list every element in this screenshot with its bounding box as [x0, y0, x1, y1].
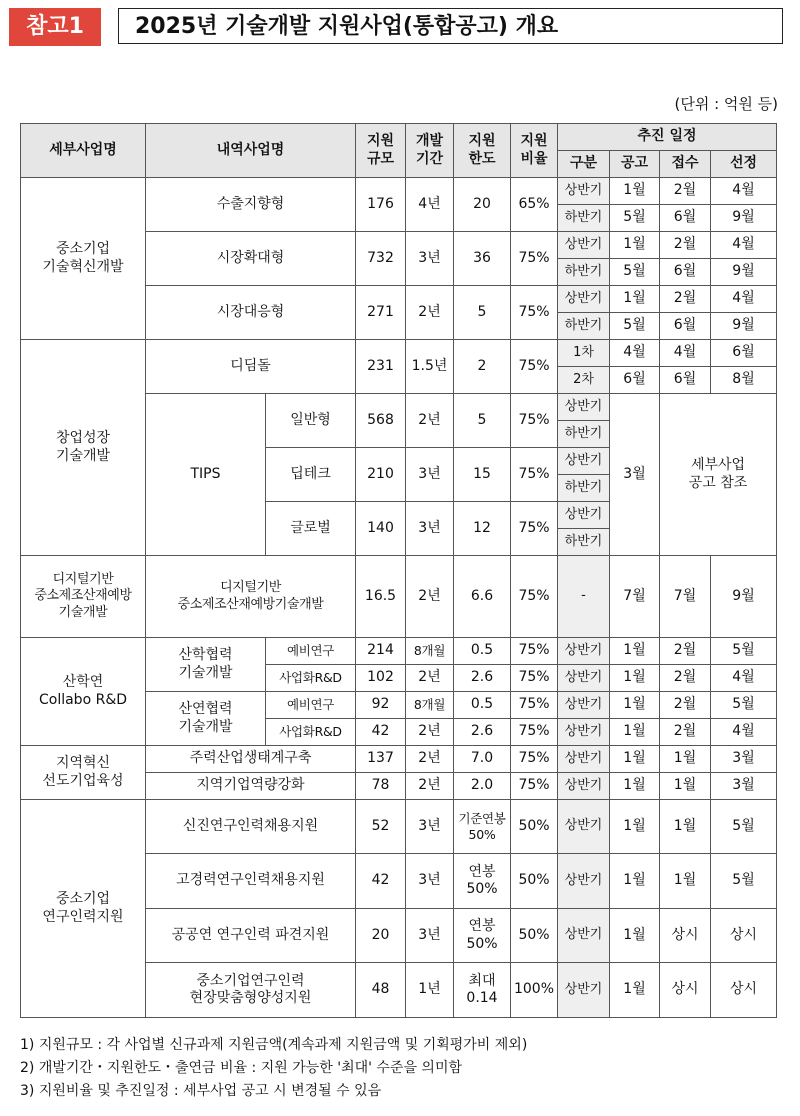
col-schedule: 추진 일정 — [558, 124, 777, 151]
period-cell: 3년 — [406, 502, 454, 556]
phase-cell: 하반기 — [558, 529, 610, 556]
select-cell: 9월 — [711, 313, 777, 340]
phase-cell: - — [558, 556, 610, 638]
col-limit: 지원 한도 — [454, 124, 511, 178]
sub-name: 산연협력 기술개발 — [146, 692, 266, 746]
phase-cell: 상반기 — [558, 909, 610, 963]
receive-cell: 6월 — [660, 313, 711, 340]
period-cell: 3년 — [406, 909, 454, 963]
period-cell: 2년 — [406, 286, 454, 340]
group-name: 중소기업 연구인력지원 — [21, 800, 146, 1018]
select-cell: 5월 — [711, 800, 777, 854]
sub-type: 예비연구 — [266, 692, 356, 719]
limit-cell: 7.0 — [454, 746, 511, 773]
phase-cell: 상반기 — [558, 286, 610, 313]
tips-name: TIPS — [146, 394, 266, 556]
limit-cell: 2.0 — [454, 773, 511, 800]
period-cell: 2년 — [406, 556, 454, 638]
receive-cell: 7월 — [660, 556, 711, 638]
scale-cell: 140 — [356, 502, 406, 556]
receive-cell: 2월 — [660, 286, 711, 313]
select-cell: 4월 — [711, 232, 777, 259]
phase-cell: 상반기 — [558, 800, 610, 854]
receive-cell: 4월 — [660, 340, 711, 367]
scale-cell: 210 — [356, 448, 406, 502]
ratio-cell: 75% — [511, 232, 558, 286]
receive-cell: 2월 — [660, 638, 711, 665]
sub-name: 공공연 연구인력 파견지원 — [146, 909, 356, 963]
footnotes — [20, 1034, 527, 1103]
sub-name: 신진연구인력채용지원 — [146, 800, 356, 854]
select-cell: 9월 — [711, 259, 777, 286]
program-table — [20, 123, 777, 1018]
phase-cell: 하반기 — [558, 421, 610, 448]
scale-cell: 732 — [356, 232, 406, 286]
sub-name: 산학협력 기술개발 — [146, 638, 266, 692]
limit-cell: 2.6 — [454, 719, 511, 746]
phase-cell: 상반기 — [558, 746, 610, 773]
phase-cell: 상반기 — [558, 665, 610, 692]
col-receive: 접수 — [660, 151, 711, 178]
ratio-cell: 75% — [511, 286, 558, 340]
limit-cell: 15 — [454, 448, 511, 502]
phase-cell: 상반기 — [558, 719, 610, 746]
header-row — [21, 124, 777, 151]
limit-cell: 0.5 — [454, 638, 511, 665]
sub-name: 지역기업역량강화 — [146, 773, 356, 800]
sub-name: 수출지향형 — [146, 178, 356, 232]
footnote: 2) 개발기간・지원한도・출연금 비율 : 지원 가능한 '최대' 수준을 의미함 — [20, 1060, 463, 1076]
ratio-cell: 65% — [511, 178, 558, 232]
scale-cell: 92 — [356, 692, 406, 719]
table-row — [21, 340, 777, 367]
phase-cell: 1차 — [558, 340, 610, 367]
table-row — [21, 178, 777, 205]
announce-cell: 4월 — [610, 340, 660, 367]
receive-cell: 2월 — [660, 719, 711, 746]
scale-cell: 271 — [356, 286, 406, 340]
phase-cell: 상반기 — [558, 178, 610, 205]
limit-cell: 5 — [454, 286, 511, 340]
announce-cell: 1월 — [610, 178, 660, 205]
scale-cell: 137 — [356, 746, 406, 773]
receive-cell: 1월 — [660, 854, 711, 909]
select-cell: 상시 — [711, 963, 777, 1018]
ratio-cell: 50% — [511, 909, 558, 963]
col-scale: 지원 규모 — [356, 124, 406, 178]
select-cell: 상시 — [711, 909, 777, 963]
period-cell: 4년 — [406, 178, 454, 232]
select-cell: 3월 — [711, 746, 777, 773]
select-cell: 4월 — [711, 665, 777, 692]
phase-cell: 상반기 — [558, 502, 610, 529]
receive-cell: 상시 — [660, 909, 711, 963]
select-cell: 8월 — [711, 367, 777, 394]
announce-cell: 1월 — [610, 232, 660, 259]
announce-cell: 1월 — [610, 719, 660, 746]
period-cell: 8개월 — [406, 692, 454, 719]
select-cell: 5월 — [711, 854, 777, 909]
sub-name: 일반형 — [266, 394, 356, 448]
col-period: 개발 기간 — [406, 124, 454, 178]
ratio-cell: 100% — [511, 963, 558, 1018]
period-cell: 2년 — [406, 773, 454, 800]
sub-name: 고경력연구인력채용지원 — [146, 854, 356, 909]
receive-cell: 1월 — [660, 800, 711, 854]
period-cell: 1.5년 — [406, 340, 454, 394]
announce-cell: 6월 — [610, 367, 660, 394]
tips-note: 세부사업 공고 참조 — [660, 394, 777, 556]
table-row — [21, 638, 777, 665]
phase-cell: 상반기 — [558, 854, 610, 909]
limit-cell: 20 — [454, 178, 511, 232]
table-row — [21, 800, 777, 854]
phase-cell: 하반기 — [558, 475, 610, 502]
limit-cell: 0.5 — [454, 692, 511, 719]
receive-cell: 상시 — [660, 963, 711, 1018]
period-cell: 3년 — [406, 854, 454, 909]
ratio-cell: 75% — [511, 773, 558, 800]
announce-cell: 1월 — [610, 286, 660, 313]
limit-cell: 5 — [454, 394, 511, 448]
receive-cell: 2월 — [660, 665, 711, 692]
limit-cell: 연봉 50% — [454, 854, 511, 909]
period-cell: 2년 — [406, 394, 454, 448]
col-phase: 구분 — [558, 151, 610, 178]
sub-name: 주력산업생태계구축 — [146, 746, 356, 773]
period-cell: 1년 — [406, 963, 454, 1018]
phase-cell: 상반기 — [558, 692, 610, 719]
sub-name: 중소기업연구인력 현장맞춤형양성지원 — [146, 963, 356, 1018]
sub-name: 디딤돌 — [146, 340, 356, 394]
phase-cell: 상반기 — [558, 638, 610, 665]
ratio-cell: 75% — [511, 394, 558, 448]
scale-cell: 20 — [356, 909, 406, 963]
period-cell: 3년 — [406, 232, 454, 286]
scale-cell: 16.5 — [356, 556, 406, 638]
scale-cell: 568 — [356, 394, 406, 448]
footnote: 3) 지원비율 및 추진일정 : 세부사업 공고 시 변경될 수 있음 — [20, 1083, 382, 1099]
ratio-cell: 75% — [511, 638, 558, 665]
scale-cell: 231 — [356, 340, 406, 394]
period-cell: 2년 — [406, 665, 454, 692]
col-sub: 내역사업명 — [146, 124, 356, 178]
limit-cell: 2.6 — [454, 665, 511, 692]
ratio-cell: 50% — [511, 854, 558, 909]
period-cell: 3년 — [406, 448, 454, 502]
period-cell: 3년 — [406, 800, 454, 854]
select-cell: 6월 — [711, 340, 777, 367]
reference-badge: 참고1 — [9, 8, 101, 46]
table-row — [21, 556, 777, 638]
announce-cell: 5월 — [610, 205, 660, 232]
limit-cell: 최대 0.14 — [454, 963, 511, 1018]
receive-cell: 2월 — [660, 178, 711, 205]
phase-cell: 하반기 — [558, 259, 610, 286]
scale-cell: 52 — [356, 800, 406, 854]
phase-cell: 상반기 — [558, 232, 610, 259]
sub-type: 예비연구 — [266, 638, 356, 665]
phase-cell: 상반기 — [558, 963, 610, 1018]
ratio-cell: 75% — [511, 340, 558, 394]
select-cell: 4월 — [711, 286, 777, 313]
phase-cell: 2차 — [558, 367, 610, 394]
phase-cell: 상반기 — [558, 773, 610, 800]
group-name: 디지털기반 중소제조산재예방 기술개발 — [21, 556, 146, 638]
receive-cell: 2월 — [660, 232, 711, 259]
sub-name: 글로벌 — [266, 502, 356, 556]
sub-name: 디지털기반 중소제조산재예방기술개발 — [146, 556, 356, 638]
announce-cell: 1월 — [610, 638, 660, 665]
col-select: 선정 — [711, 151, 777, 178]
select-cell: 9월 — [711, 205, 777, 232]
page-title: 2025년 기술개발 지원사업(통합공고) 개요 — [118, 8, 783, 44]
group-name: 지역혁신 선도기업육성 — [21, 746, 146, 800]
table-row — [21, 746, 777, 773]
phase-cell: 상반기 — [558, 448, 610, 475]
scale-cell: 176 — [356, 178, 406, 232]
select-cell: 9월 — [711, 556, 777, 638]
limit-cell: 기준연봉 50% — [454, 800, 511, 854]
announce-cell: 1월 — [610, 854, 660, 909]
ratio-cell: 50% — [511, 800, 558, 854]
sub-name: 딥테크 — [266, 448, 356, 502]
col-ratio: 지원 비율 — [511, 124, 558, 178]
period-cell: 8개월 — [406, 638, 454, 665]
unit-note: (단위 : 억원 등) — [674, 95, 778, 113]
ratio-cell: 75% — [511, 665, 558, 692]
announce-cell: 1월 — [610, 692, 660, 719]
announce-cell: 3월 — [610, 394, 660, 556]
phase-cell: 상반기 — [558, 394, 610, 421]
group-name: 산학연 Collabo R&D — [21, 638, 146, 746]
sub-type: 사업화R&D — [266, 665, 356, 692]
select-cell: 3월 — [711, 773, 777, 800]
scale-cell: 42 — [356, 854, 406, 909]
ratio-cell: 75% — [511, 692, 558, 719]
period-cell: 2년 — [406, 746, 454, 773]
ratio-cell: 75% — [511, 448, 558, 502]
sub-name: 시장확대형 — [146, 232, 356, 286]
announce-cell: 1월 — [610, 800, 660, 854]
limit-cell: 36 — [454, 232, 511, 286]
col-detail: 세부사업명 — [21, 124, 146, 178]
ratio-cell: 75% — [511, 719, 558, 746]
sub-type: 사업화R&D — [266, 719, 356, 746]
receive-cell: 6월 — [660, 205, 711, 232]
announce-cell: 1월 — [610, 665, 660, 692]
footnote: 1) 지원규모 : 각 사업별 신규과제 지원금액(계속과제 지원금액 및 기획평가비 제외) — [20, 1037, 528, 1053]
select-cell: 5월 — [711, 692, 777, 719]
announce-cell: 7월 — [610, 556, 660, 638]
ratio-cell: 75% — [511, 502, 558, 556]
receive-cell: 1월 — [660, 746, 711, 773]
ratio-cell: 75% — [511, 556, 558, 638]
scale-cell: 78 — [356, 773, 406, 800]
announce-cell: 5월 — [610, 259, 660, 286]
group-name: 중소기업 기술혁신개발 — [21, 178, 146, 340]
limit-cell: 연봉 50% — [454, 909, 511, 963]
limit-cell: 2 — [454, 340, 511, 394]
ratio-cell: 75% — [511, 746, 558, 773]
col-announce: 공고 — [610, 151, 660, 178]
group-name: 창업성장 기술개발 — [21, 340, 146, 556]
scale-cell: 42 — [356, 719, 406, 746]
receive-cell: 6월 — [660, 367, 711, 394]
announce-cell: 1월 — [610, 909, 660, 963]
announce-cell: 1월 — [610, 773, 660, 800]
announce-cell: 5월 — [610, 313, 660, 340]
sub-name: 시장대응형 — [146, 286, 356, 340]
limit-cell: 12 — [454, 502, 511, 556]
select-cell: 4월 — [711, 719, 777, 746]
limit-cell: 6.6 — [454, 556, 511, 638]
period-cell: 2년 — [406, 719, 454, 746]
announce-cell: 1월 — [610, 963, 660, 1018]
select-cell: 4월 — [711, 178, 777, 205]
receive-cell: 1월 — [660, 773, 711, 800]
scale-cell: 102 — [356, 665, 406, 692]
select-cell: 5월 — [711, 638, 777, 665]
receive-cell: 2월 — [660, 692, 711, 719]
scale-cell: 48 — [356, 963, 406, 1018]
scale-cell: 214 — [356, 638, 406, 665]
phase-cell: 하반기 — [558, 205, 610, 232]
phase-cell: 하반기 — [558, 313, 610, 340]
announce-cell: 1월 — [610, 746, 660, 773]
receive-cell: 6월 — [660, 259, 711, 286]
